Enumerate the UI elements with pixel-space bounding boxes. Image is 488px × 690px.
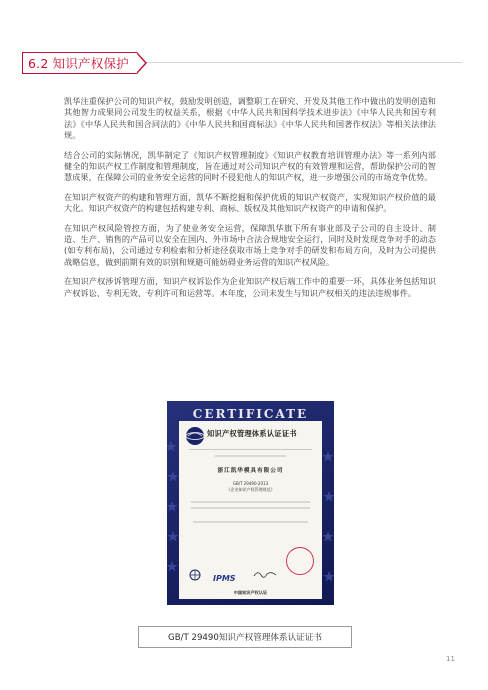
certificate-text-line: [191, 501, 310, 503]
section-title-box: [22, 52, 137, 74]
certificate-text-line: [191, 507, 310, 509]
paragraph-litigation: 在知识产权涉诉管理方面，知识产权诉讼作为企业知识产权后端工作中的重要一环，具体业务包括知识产权诉讼、专利无效、专利许可和运营等。本年度，公司未发生与知识产权相关的违法违规事件。: [64, 276, 436, 298]
certificate-standard-code: GB/T 29490-2013: [232, 481, 269, 486]
certificate-caption: GB/T 29490知识产权管理体系认证证书: [138, 626, 352, 648]
section-header: [22, 52, 462, 74]
paragraph-assets: 在知识产权资产的构建和管理方面，凯华不断挖掘和保护优质的知识产权资产，实现知识产权价值的最大化。知识产权资产的构建包括构建专利、商标、版权及其他知识产权资产的申请和保护。: [64, 191, 436, 214]
paragraph-intro: 凯华注重保护公司的知识产权，鼓励发明创造，调整职工在研究、开发及其他工作中做出的发明创造和其他智力成果同公司发生的权益关系，根据《中华人民共和国科学技术进步法》《中华人民共和国专利法》《中华人民共和国合同法的》《中华人民共和国商标法》《中华人民共和国著作权法》等相关法律法规。: [64, 96, 436, 141]
signature-icon: [253, 569, 277, 579]
iqnet-logo-icon: [186, 569, 204, 583]
section-title: 6.2 知识产权保护: [28, 56, 129, 71]
certificate-standard: [179, 481, 322, 492]
certificate-text-line: [215, 455, 286, 457]
certificate-text-line: [193, 521, 262, 523]
ipms-mark: IPMS: [213, 574, 236, 583]
certificate-heading: CERTIFICATE: [192, 407, 309, 421]
cqm-logo-icon: [185, 426, 205, 446]
certificate-standard-name: 《企业知识产权管理规范》: [226, 486, 275, 492]
certificate-text-line: [257, 521, 308, 523]
certificate-seal: [286, 547, 314, 575]
paragraph-system: 结合公司的实际情况，凯华制定了《知识产权管理制度》《知识产权教育培训管理办法》等一系列内部健全的知识产权工作制度和管理制度，旨在通过对公司知识产权的有效管理和运营，帮助保护公司的智慧成果，在保障公司的业务安全运营的同时不侵犯他人的知识产权，进一步增强公司的市场竞争优势。: [64, 149, 436, 183]
body-text: [64, 96, 436, 307]
paragraph-risk: 在知识产权风险管控方面，为了使业务安全运营，保障凯华旗下所有事业部及子公司的自主设计、制造、生产、销售的产品可以安全在国内、外市场中合法合规地安全运行，同时及时发现竞争对手的动态(如专利布局)，公司通过专利检索和分析途径获取市场上竞争对手的研发和布局方向，及时为公司提供战略信息，做到前期有效的识别和规避可能妨碍业务运营的知识产权风险。: [64, 222, 436, 267]
certificate-company: 浙江凯华模具有限公司: [217, 468, 284, 474]
certificate-issuer: 中国知识产权认证: [233, 590, 268, 595]
page-number: 11: [446, 655, 455, 663]
certificate-image: [167, 401, 334, 605]
certificate-rule: [189, 449, 312, 450]
certificate-title: 知识产权管理体系认证证书: [207, 429, 297, 438]
certificate-paper: [179, 421, 322, 599]
